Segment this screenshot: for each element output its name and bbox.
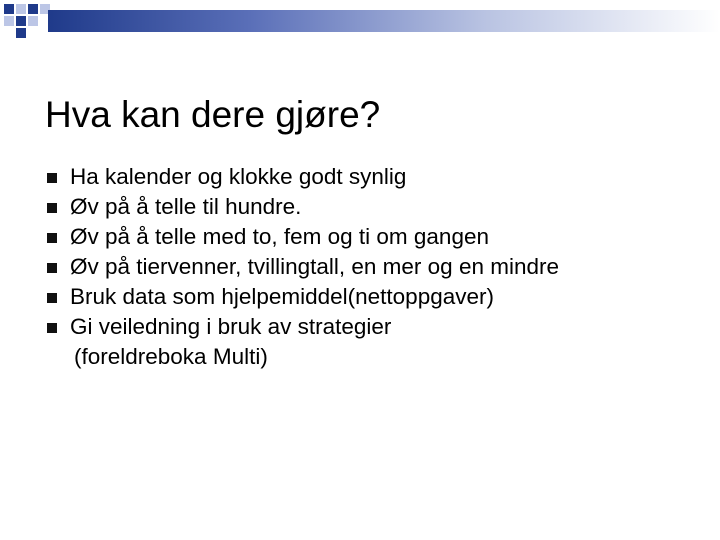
square-bullet-icon [47,203,57,213]
square-bullet-icon [47,173,57,183]
bullet-list [47,162,687,372]
bullet-item [47,252,610,282]
bullet-continuation: (foreldreboka Multi) [74,344,268,369]
square-bullet-icon [47,233,57,243]
bullet-text: Ha kalender og klokke godt synlig [70,164,407,189]
bullet-item [47,312,687,342]
bullet-text: Øv på tiervenner, tvillingtall, en mer og en mindre [70,254,559,279]
bullet-text: Øv på å telle til hundre. [70,194,302,219]
bullet-item [47,192,687,222]
bullet-item [47,162,687,192]
bullet-text: Gi veiledning i bruk av strategier [70,314,392,339]
decorative-top-banner [48,10,720,32]
square-bullet-icon [47,263,57,273]
bullet-text: Øv på å telle med to, fem og ti om gangen [70,224,489,249]
square-bullet-icon [47,323,57,333]
slide-title: Hva kan dere gjøre? [45,93,381,135]
bullet-item [47,282,687,312]
bullet-text: Bruk data som hjelpemiddel(nettoppgaver) [70,284,494,309]
square-bullet-icon [47,293,57,303]
bullet-item [47,222,687,252]
